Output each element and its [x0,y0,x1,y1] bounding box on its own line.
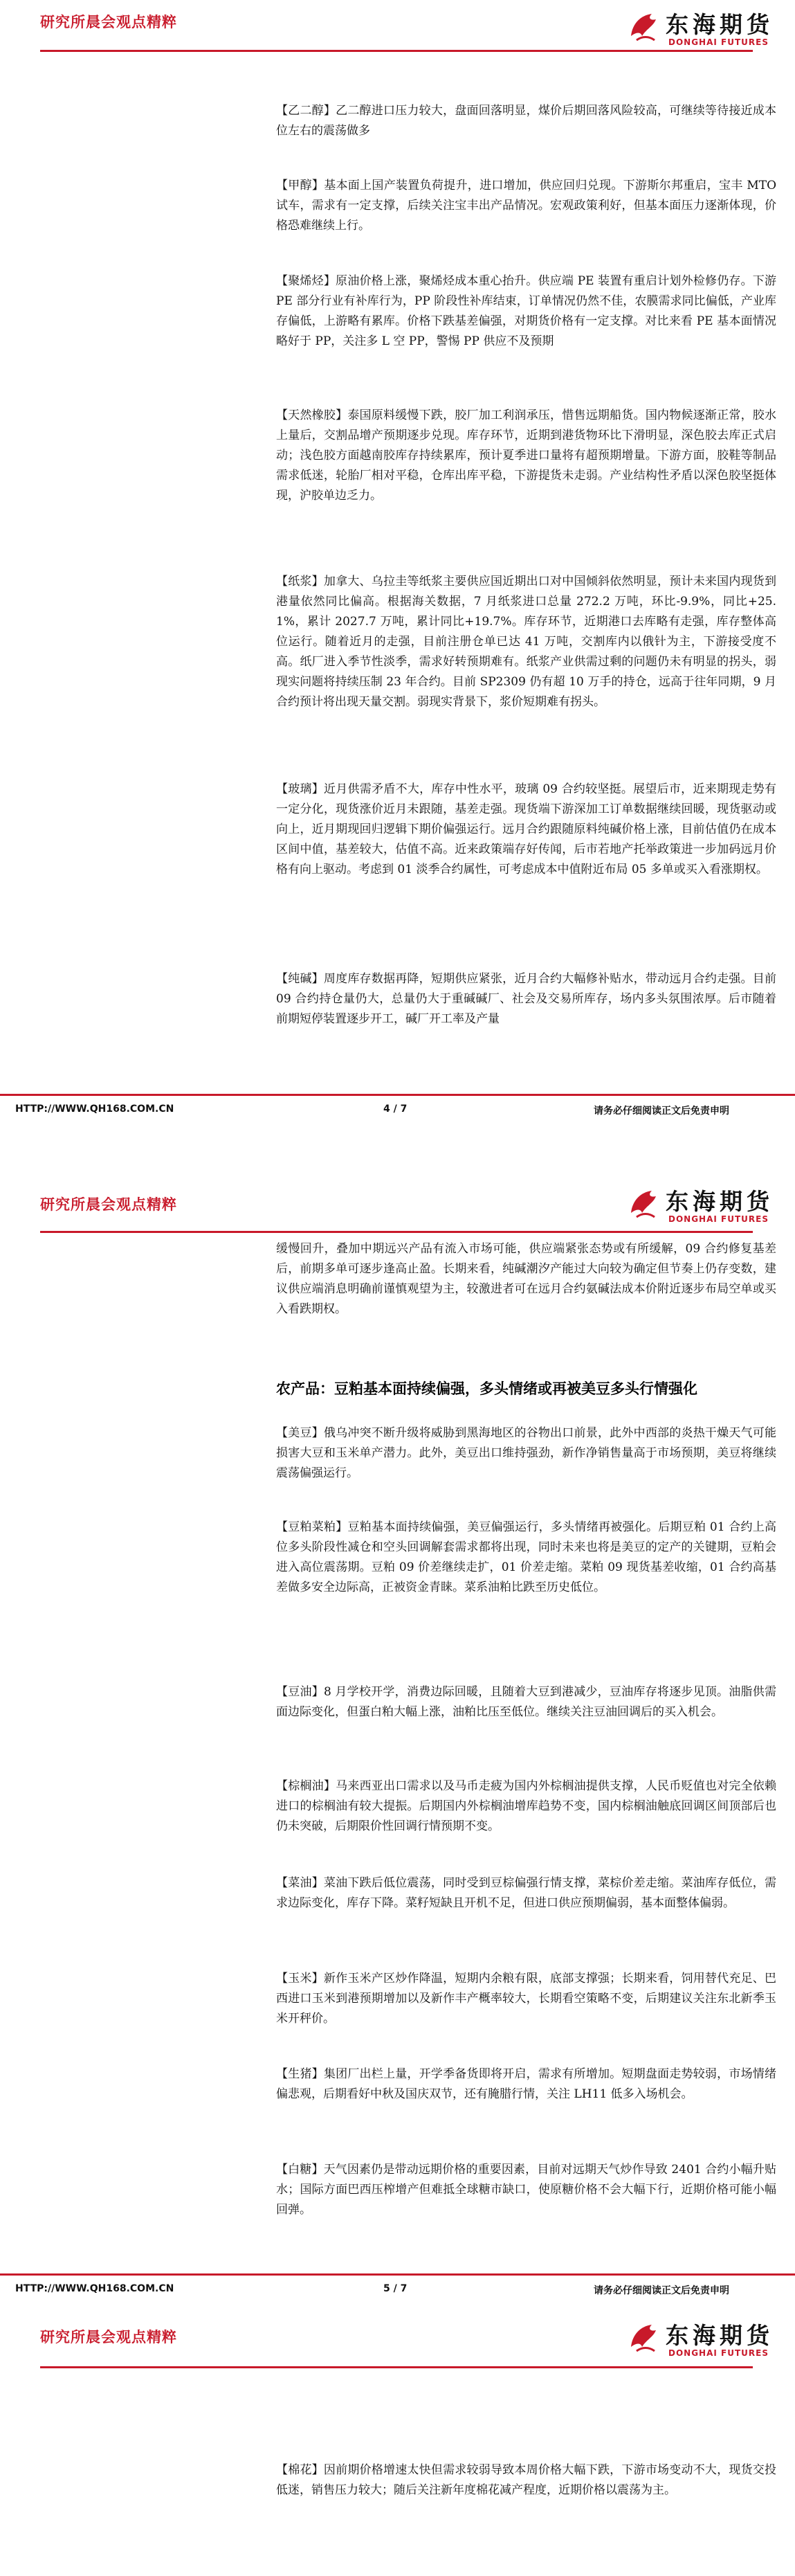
footer-page-number: 5 / 7 [383,2283,408,2294]
paragraph-polyolefin: 【聚烯烃】原油价格上涨，聚烯烃成本重心抬升。供应端 PE 装置有重启计划外检修仍存。下游 PE 部分行业有补库行为，PP 阶段性补库结束，订单情况仍然不佳，农膜需求同比偏低，产业库存偏低，上游略有累库。价格下跌基差偏强，对期货价格有一定支撑。对比来看 PE 基本面情况略好于 PP，关注多 L 空 PP，警惕 PP 供应不及预期 [276,274,777,348]
paragraph-meal: 【豆粕菜粕】豆粕基本面持续偏强，美豆偏强运行，多头情绪再被强化。后期豆粕 01 合约上高位多头阶段性减仓和空头回调解套需求都将出现，同时未来也将是美豆的定产的关键期，豆粕会进入高位震荡期。豆粕 09 价差继续走扩，01 价差走缩。菜粕 09 现货基差收缩，01 合约高基差做多安全边际高，正被资金青睐。菜系油粕比跌至历史低位。 [276,1520,776,1594]
header-title: 研究所晨会观点精粹 [40,2329,177,2345]
dragon-logo-icon [623,6,663,46]
paragraph-methanol: 【甲醇】基本面上国产装置负荷提升，进口增加，供应回归兑现。下游斯尔邦重启，宝丰 MTO 试车，需求有一定支撑，后续关注宝丰出产品情况。宏观政策利好，但基本面压力逐渐体现，价格恐难继续上行。 [276,179,777,233]
paragraph-pulp: 【纸浆】加拿大、乌拉圭等纸浆主要供应国近期出口对中国倾斜依然明显，预计未来国内现货到港量依然同比偏高。根据海关数据，7 月纸浆进口总量 272.2 万吨，环比-9.9%，同比+25.1%，累计 2027.7 万吨，累计同比+19.7%。库存环节，近期港口去库略有走强，库存整体高位运行。随着近月的走强，目前注册仓单已达 41 万吨，交割库内以俄针为主，下游接受度不高。纸厂进入季节性淡季，需求好转预期难有。纸浆产业供需过剩的问题仍未有明显的拐头，弱现实问题将持续压制 23 年合约。目前 SP2309 仍有超 10 万手的持仓，远高于往年同期，9 月合约预计将出现天量交割。弱现实背景下，浆价短期难有拐头。 [276,575,777,709]
paragraph-cotton: 【棉花】因前期价格增速太快但需求较弱导致本周价格大幅下跌，下游市场变动不大，现货交投低迷，销售压力较大；随后关注新年度棉花减产程度，近期价格以震荡为主。 [276,2463,777,2497]
paragraph-corn: 【玉米】新作玉米产区炒作降温，短期内余粮有限，底部支撑强；长期来看，饲用替代充足、巴西进口玉米到港预期增加以及新作丰产概率较大，长期看空策略不变，后期建议关注东北新季玉米开秤价。 [276,1972,777,2026]
page-4 [0,0,795,1128]
logo-english-text: DONGHAI FUTURES [668,37,769,47]
page-6 [0,2305,795,2576]
logo-chinese-text: 东海期货 [666,11,774,38]
section-title-agriculture: 农产品：豆粕基本面持续偏强，多头情绪或再被美豆多头行情强化 [276,1380,697,1397]
dragon-logo-icon [623,1182,663,1223]
paragraph-natural-rubber: 【天然橡胶】泰国原料缓慢下跌，胶厂加工利润承压，惜售远期船货。国内物候逐渐正常，胶水上量后，交割品增产预期逐步兑现。库存环节，近期到港货物环比下滑明显，深色胶去库正式启动；浅色胶方面越南胶库存持续累库，预计夏季进口量将有超预期增量。下游方面，胶鞋等制品需求低迷，轮胎厂相对平稳，仓库出库平稳，下游提货未走弱。产业结构性矛盾以深色胶坚挺体现，沪胶单边乏力。 [276,408,777,503]
footer-disclaimer: 请务必仔细阅读正文后免责申明 [594,1106,729,1117]
footer-rule [0,2273,795,2276]
footer-page-number: 4 / 7 [383,1104,408,1115]
footer-url: HTTP://WWW.QH168.COM.CN [15,1104,174,1115]
paragraph-ethylene-glycol: 【乙二醇】乙二醇进口压力较大，盘面回落明显，煤价后期回落风险较高，可继续等待接近成本位左右的震荡做多 [276,104,777,138]
paragraph-soybean-oil: 【豆油】8 月学校开学，消费边际回暖，且随着大豆到港减少，豆油库存将逐步见顶。油脂供需面边际变化，但蛋白粕大幅上涨，油粕比压至低位。继续关注豆油回调后的买入机会。 [276,1685,777,1719]
logo-chinese-text: 东海期货 [666,2322,774,2349]
paragraph-live-hog: 【生猪】集团厂出栏上量，开学季备货即将开启，需求有所增加。短期盘面走势较弱，市场情绪偏悲观，后期看好中秋及国庆双节，还有腌腊行情，关注 LH11 低多入场机会。 [276,2067,777,2101]
paragraph-rapeseed-oil: 【菜油】菜油下跌后低位震荡，同时受到豆棕偏强行情支撑，菜棕价差走缩。菜油库存低位，需求边际变化，库存下降。菜籽短缺且开机不足，但进口供应预期偏弱，基本面整体偏弱。 [276,1876,777,1910]
header-rule [40,2366,753,2368]
logo-english-text: DONGHAI FUTURES [668,1214,769,1224]
header-rule [40,50,753,52]
footer-rule [0,1094,795,1096]
paragraph-glass: 【玻璃】近月供需矛盾不大，库存中性水平，玻璃 09 合约较坚挺。展望后市，近来期现走势有一定分化，现货涨价近月未跟随，基差走强。现货端下游深加工订单数据继续回暖，现货驱动或向上，近月期现回归逻辑下期价偏强运行。远月合约跟随原料纯碱价格上涨，目前估值仍在成本区间中值，基差较大，估值不高。近来政策端存好传闻，后市若地产托举政策进一步加码远月价格有向上驱动。考虑到 01 淡季合约属性，可考虑成本中值附近布局 05 多单或买入看涨期权。 [276,782,776,876]
header-rule [40,1231,753,1233]
company-logo [623,1180,782,1230]
header-title: 研究所晨会观点精粹 [40,14,177,30]
page-5 [0,1135,795,2298]
paragraph-palm-oil: 【棕榈油】马来西亚出口需求以及马币走疲为国内外棕榈油提供支撑，人民币贬值也对完全依赖进口的棕榈油有较大提振。后期国内外棕榈油增库趋势不变，国内棕榈油触底回调区间顶部后也仍未突破，后期限价性回调行情预期不变。 [276,1779,777,1833]
paragraph-soda-ash-continued: 缓慢回升，叠加中期远兴产品有流入市场可能，供应端紧张态势或有所缓解，09 合约修复基差后，前期多单可逐步逢高止盈。长期来看，纯碱潮汐产能过大向较为确定但节奏上仍存变数，建议供应端消息明确前谨慎观望为主，较激进者可在远月合约氨碱法成本价附近逐步布局空单或买入看跌期权。 [276,1242,776,1316]
company-logo [623,2314,782,2363]
logo-chinese-text: 东海期货 [666,1188,774,1215]
header-title: 研究所晨会观点精粹 [40,1196,177,1213]
company-logo [623,3,782,53]
dragon-logo-icon [623,2316,663,2357]
footer-url: HTTP://WWW.QH168.COM.CN [15,2283,174,2294]
footer-disclaimer: 请务必仔细阅读正文后免责申明 [594,2285,729,2296]
paragraph-soda-ash: 【纯碱】周度库存数据再降，短期供应紧张，近月合约大幅修补贴水，带动远月合约走强。目前 09 合约持仓量仍大，总量仍大于重碱碱厂、社会及交易所库存，场内多头氛围浓厚。后市随着前期短停装置逐步开工，碱厂开工率及产量 [276,972,777,1026]
logo-english-text: DONGHAI FUTURES [668,2348,769,2358]
paragraph-sugar: 【白糖】天气因素仍是带动远期价格的重要因素，目前对远期天气炒作导致 2401 合约小幅升贴水；国际方面巴西压榨增产但难抵全球糖市缺口，使原糖价格不会大幅下行，近期价格可能小幅回弹。 [276,2163,776,2217]
paragraph-us-soybean: 【美豆】俄乌冲突不断升级将威胁到黑海地区的谷物出口前景，此外中西部的炎热干燥天气可能损害大豆和玉米单产潜力。此外，美豆出口维持强劲，新作净销售量高于市场预期，美豆将继续震荡偏强运行。 [276,1426,777,1480]
